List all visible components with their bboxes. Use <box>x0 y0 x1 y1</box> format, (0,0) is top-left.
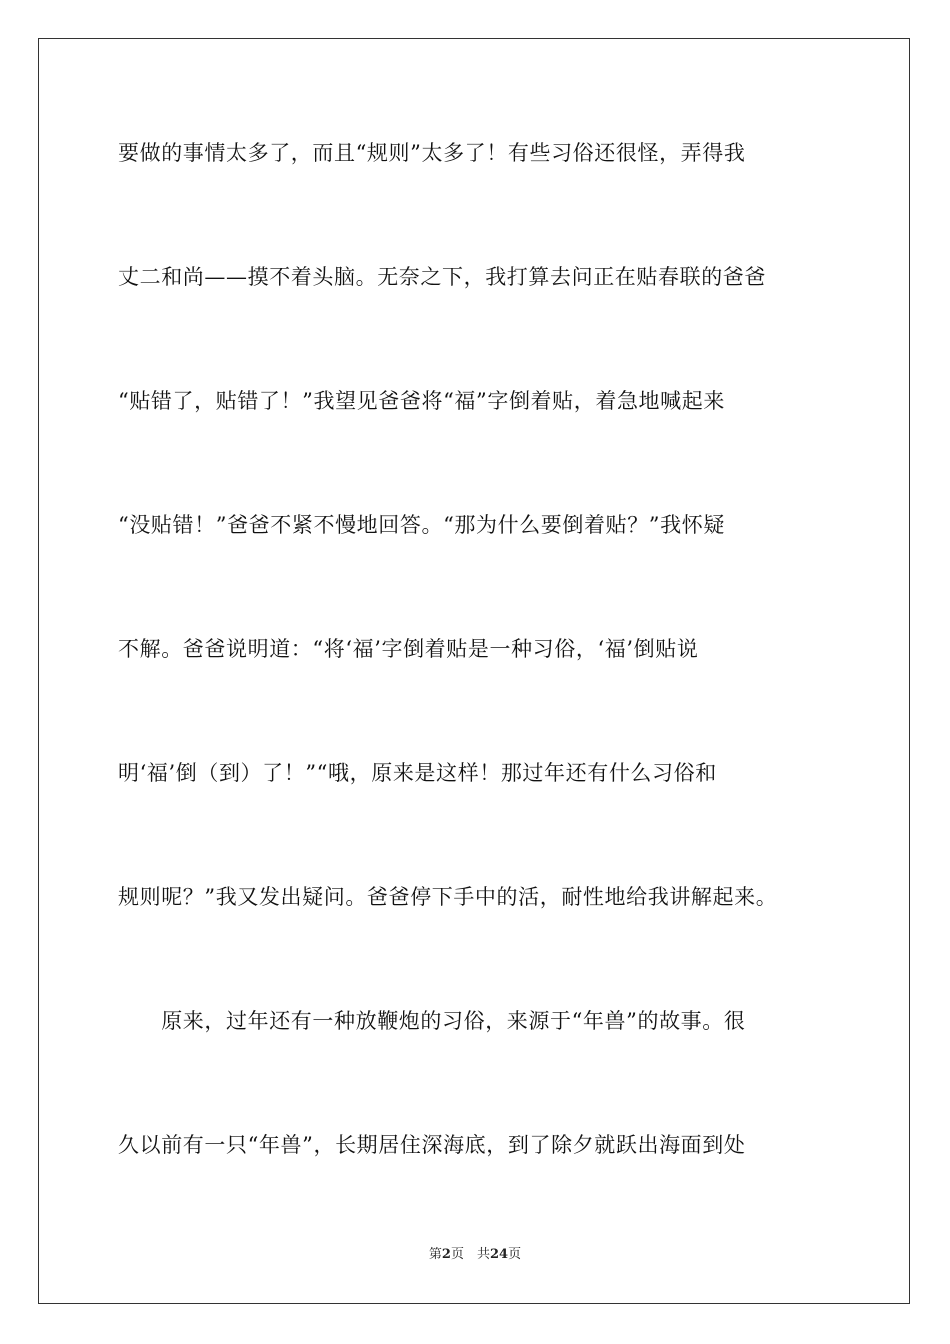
text-line-2: 丈二和尚——摸不着头脑。无奈之下，我打算去问正在贴春联的爸爸 <box>118 265 766 289</box>
text-line-3: “贴错了，贴错了！”我望见爸爸将“福”字倒着贴，着急地喊起来 <box>118 389 725 413</box>
text-line-4: “没贴错！”爸爸不紧不慢地回答。“那为什么要倒着贴？”我怀疑 <box>118 513 725 537</box>
total-page-number: 24 <box>489 1247 509 1262</box>
page-footer <box>0 1246 950 1264</box>
current-page-number: 2 <box>441 1247 451 1262</box>
text-line-8: 原来，过年还有一种放鞭炮的习俗，来源于“年兽”的故事。很 <box>118 1009 746 1033</box>
total-suffix: 页 <box>508 1247 522 1262</box>
text-line-9: 久以前有一只“年兽”，长期居住深海底，到了除夕就跃出海面到处 <box>118 1133 746 1157</box>
text-line-1: 要做的事情太多了，而且“规则”太多了！有些习俗还很怪，弄得我 <box>118 141 746 165</box>
page-suffix: 页 共 <box>450 1247 490 1262</box>
text-line-6: 明‘福’倒（到）了！”“哦，原来是这样！那过年还有什么习俗和 <box>118 761 717 785</box>
page-prefix: 第 <box>428 1247 442 1262</box>
text-line-5: 不解。爸爸说明道：“将‘福’字倒着贴是一种习俗，‘福’倒贴说 <box>118 637 699 661</box>
page-border <box>38 38 910 1304</box>
text-line-7: 规则呢？”我又发出疑问。爸爸停下手中的活，耐性地给我讲解起来。 <box>118 885 778 909</box>
